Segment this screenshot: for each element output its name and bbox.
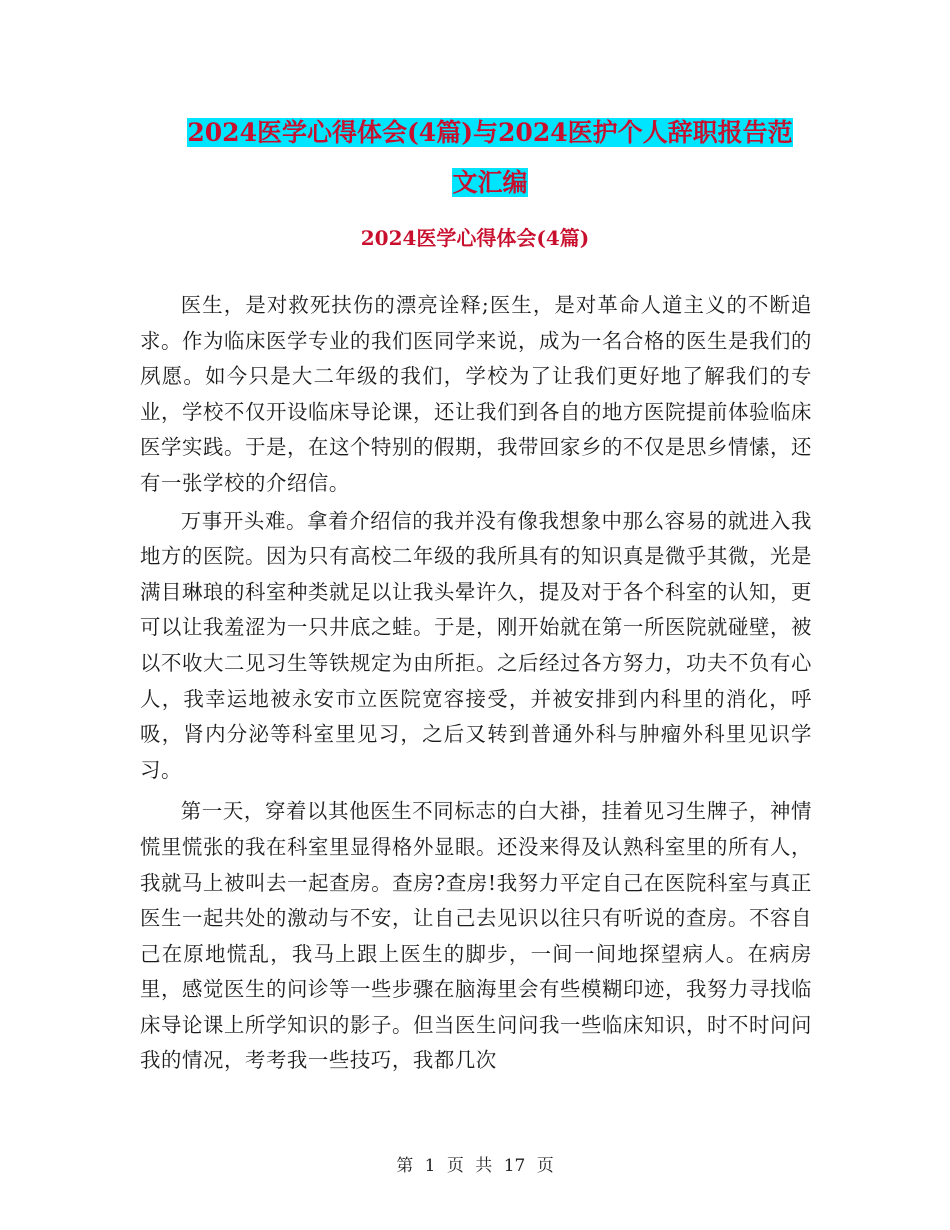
paragraph: 医生，是对救死扶伤的漂亮诠释;医生，是对革命人道主义的不断追求。作为临床医学专业的我们医同学来说，成为一名合格的医生是我们的夙愿。如今只是大二年级的我们，学校为了让我们更好地了解我们的专业，学校不仅开设临床导论课，还让我们到各自的地方医院提前体验临床医学实践。于是，在这个特别的假期，我带回家乡的不仅是思乡情愫，还有一张学校的介绍信。: [140, 293, 812, 495]
section-heading: 2024医学心得体会(4篇): [360, 226, 590, 250]
paragraph: 第一天，穿着以其他医生不同标志的白大褂，挂着见习生牌子，神情慌里慌张的我在科室里显得格外显眼。还没来得及认熟科室里的所有人，我就马上被叫去一起查房。查房?查房!我努力平定自己在医院科室与真正医生一起共处的激动与不安，让自己去见识以往只有听说的查房。不容自己在原地慌乱，我马上跟上医生的脚步，一间一间地探望病人。在病房里，感觉医生的问诊等一些步骤在脑海里会有些模糊印迹，我努力寻找临床导论课上所学知识的影子。但当医生问问我一些临床知识，时不时问问我的情况，考考我一些技巧，我都几次: [140, 799, 812, 1073]
page-title-line2: 文汇编: [452, 168, 528, 197]
page-title: [140, 108, 840, 208]
page-title-line1: 2024医学心得体会(4篇)与2024医护个人辞职报告范: [187, 118, 793, 147]
paragraph: 万事开头难。拿着介绍信的我并没有像我想象中那么容易的就进入我地方的医院。因为只有高校二年级的我所具有的知识真是微乎其微，光是满目琳琅的科室种类就足以让我头晕许久，提及对于各个科室的认知，更可以让我羞涩为一只井底之蛙。于是，刚开始就在第一所医院就碰壁，被以不收大二见习生等铁规定为由所拒。之后经过各方努力，功夫不负有心人，我幸运地被永安市立医院宽容接受，并被安排到内科里的消化，呼吸，肾内分泌等科室里见习，之后又转到普通外科与肿瘤外科里见识学习。: [140, 508, 812, 782]
page-footer: 第 1 页 共 17 页: [396, 1156, 554, 1176]
body-text: [140, 288, 812, 1079]
